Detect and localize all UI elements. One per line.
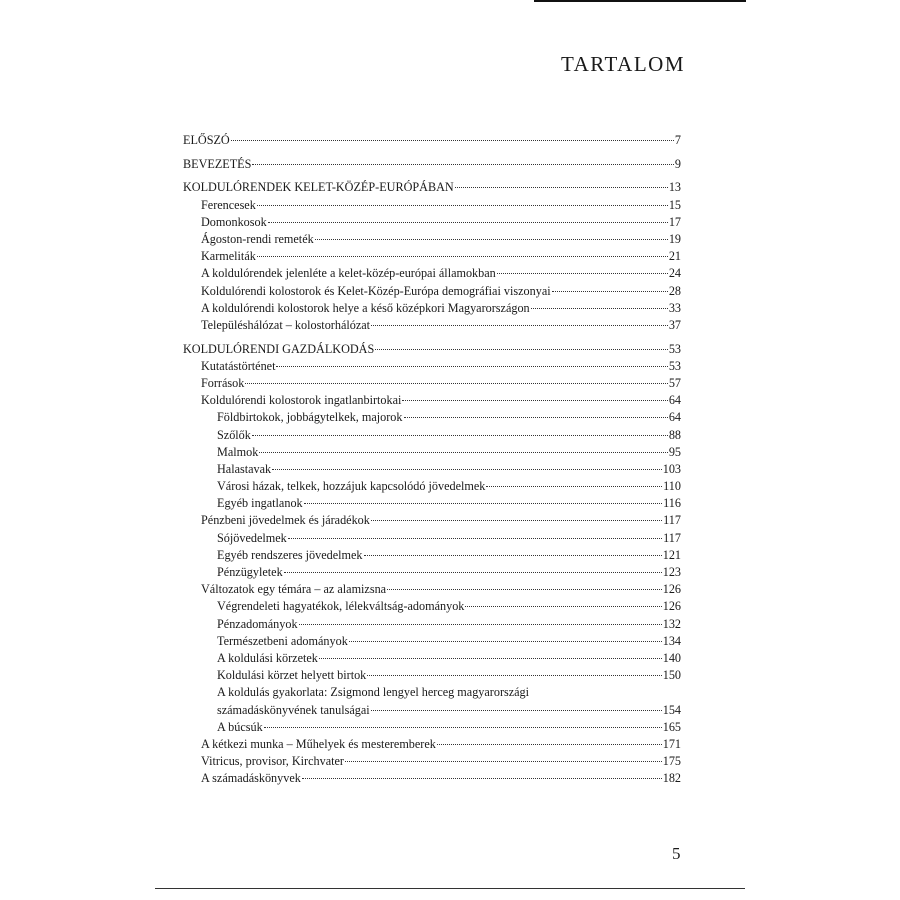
toc-entry [183, 736, 681, 753]
toc-entry [183, 231, 681, 248]
dot-leader [315, 238, 668, 240]
toc-entry-title: Halastavak [217, 461, 272, 476]
toc-entry [183, 598, 681, 615]
dot-leader [252, 163, 674, 165]
top-rule [534, 0, 746, 2]
toc-entry-title: Karmeliták [201, 249, 256, 264]
dot-leader [245, 382, 667, 384]
toc-entry [183, 719, 681, 736]
toc-entry-page: 165 [662, 719, 681, 734]
toc-entry [183, 564, 681, 581]
toc-entry [183, 512, 681, 529]
toc-entry [183, 197, 681, 214]
toc-entry [183, 341, 681, 358]
dot-leader [387, 588, 662, 590]
toc-entry [183, 179, 681, 196]
toc-entry-page: 110 [663, 479, 681, 494]
toc-entry [183, 156, 681, 173]
toc-entry-page: 182 [662, 771, 681, 786]
toc-entry [183, 248, 681, 265]
dot-leader [349, 640, 662, 642]
dot-leader [371, 519, 662, 521]
toc-entry-title: Ferencesek [201, 197, 256, 212]
dot-leader [345, 760, 662, 762]
toc-entry-title: Koldulási körzet helyett birtok [217, 668, 367, 683]
toc-entry-title: A kétkezi munka – Műhelyek és mesteremberek [201, 736, 436, 751]
toc-entry-page: 53 [668, 358, 681, 373]
toc-entry-page: 175 [662, 754, 681, 769]
toc-entry [183, 375, 681, 392]
toc-entry-title: Végrendeleti hagyatékok, lélekváltság-adományok [217, 599, 465, 614]
toc-entry-title: A számadáskönyvek [201, 771, 301, 786]
toc-entry-title: A koldulási körzetek [217, 650, 318, 665]
toc-entry-page: 37 [668, 317, 681, 332]
toc-entry [183, 633, 681, 650]
dot-leader [302, 777, 662, 779]
toc-entry-title: Földbirtokok, jobbágytelkek, majorok [217, 410, 403, 425]
toc-entry-page: 171 [662, 736, 681, 751]
toc-entry-title: ELŐSZÓ [183, 133, 230, 147]
toc-entry-title: Pénzbeni jövedelmek és járadékok [201, 513, 370, 528]
dot-leader [552, 290, 668, 292]
toc-entry-page: 33 [668, 300, 681, 315]
table-of-contents [183, 132, 681, 787]
page-number: 5 [672, 844, 681, 863]
dot-leader [288, 537, 662, 539]
toc-entry [183, 616, 681, 633]
toc-entry [183, 650, 681, 667]
toc-entry [183, 461, 681, 478]
toc-entry [183, 392, 681, 409]
toc-entry-page: 17 [668, 214, 681, 229]
dot-leader [272, 468, 662, 470]
dot-leader [367, 674, 661, 676]
toc-entry [183, 547, 681, 564]
toc-entry-title: számadáskönyvének tanulságai [217, 702, 370, 717]
toc-entry-page: 117 [663, 513, 681, 528]
toc-entry-title: Településhálózat – kolostorhálózat [201, 317, 371, 332]
toc-entry [183, 684, 681, 701]
toc-entry-page: 28 [668, 283, 681, 298]
toc-entry-title: KOLDULÓRENDI GAZDÁLKODÁS [183, 341, 375, 356]
bottom-rule [155, 888, 745, 889]
toc-entry-title: Pénzügyletek [217, 565, 283, 579]
toc-entry-title: A koldulás gyakorlata: Zsigmond lengyel herceg magyarországi [217, 685, 530, 700]
dot-leader [299, 623, 662, 625]
toc-entry [183, 444, 681, 461]
toc-entry [183, 300, 681, 317]
toc-entry-page: 121 [662, 547, 681, 562]
toc-entry-title: Változatok egy témára – az alamizsna [201, 582, 387, 597]
toc-entry-page: 7 [674, 133, 681, 147]
toc-entry [183, 753, 681, 770]
toc-entry [183, 581, 681, 598]
dot-leader [257, 255, 668, 257]
toc-entry-title: A koldulórendek jelenléte a kelet-közép-európai államokban [201, 266, 496, 281]
toc-entry-page: 15 [668, 197, 681, 212]
dot-leader [304, 502, 663, 504]
toc-entry-page: 64 [668, 393, 681, 408]
toc-entry-title: A koldulórendi kolostorok helye a késő középkori Magyarországon [201, 300, 530, 315]
toc-entry-title: Domonkosok [201, 214, 267, 229]
toc-entry-page: 13 [668, 180, 681, 195]
toc-entry-title: Ágoston-rendi remeték [201, 231, 314, 246]
dot-leader [252, 434, 668, 436]
dot-leader [402, 399, 667, 401]
toc-entry-page: 88 [668, 427, 681, 442]
toc-entry-page: 24 [668, 266, 681, 281]
toc-entry-title: Vitricus, provisor, Kirchvater [201, 754, 344, 769]
toc-entry-page: 95 [668, 444, 681, 459]
dot-leader [276, 365, 667, 367]
dot-leader [364, 554, 662, 556]
toc-entry [183, 283, 681, 300]
toc-entry-title: Koldulórendi kolostorok és Kelet-Közép-Európa demográfiai viszonyai [201, 283, 551, 298]
toc-entry-page: 19 [668, 231, 681, 246]
toc-entry-title: BEVEZETÉS [183, 156, 252, 171]
toc-entry-page: 154 [662, 702, 681, 717]
toc-entry-title: Egyéb ingatlanok [217, 496, 303, 511]
dot-leader [486, 485, 662, 487]
toc-entry-title: Pénzadományok [217, 616, 298, 631]
toc-entry [183, 667, 681, 684]
toc-entry [183, 409, 681, 426]
dot-leader [465, 605, 661, 607]
toc-entry-title: A búcsúk [217, 719, 263, 734]
dot-leader [404, 416, 668, 418]
dot-leader [319, 657, 662, 659]
toc-entry-title: Természetbeni adományok [217, 633, 348, 648]
toc-entry [183, 478, 681, 495]
toc-entry-title: Források [201, 375, 245, 390]
toc-entry-title: KOLDULÓRENDEK KELET-KÖZÉP-EURÓPÁBAN [183, 180, 454, 195]
toc-entry-page: 126 [662, 599, 681, 614]
dot-leader [268, 221, 668, 223]
toc-entry-page: 117 [663, 530, 681, 545]
dot-leader [497, 272, 668, 274]
toc-entry-page: 134 [662, 633, 681, 648]
toc-entry [183, 317, 681, 334]
toc-entry-page: 57 [668, 375, 681, 390]
toc-entry-page: 9 [674, 156, 681, 171]
toc-entry-title: Egyéb rendszeres jövedelmek [217, 547, 363, 562]
toc-entry [183, 132, 681, 149]
dot-leader [375, 348, 668, 350]
dot-leader [259, 451, 668, 453]
toc-entry-title: Malmok [217, 444, 259, 459]
toc-entry-page: 116 [663, 496, 681, 511]
toc-entry [183, 358, 681, 375]
toc-entry [183, 702, 681, 719]
toc-entry-page: 53 [668, 341, 681, 356]
toc-entry [183, 530, 681, 547]
dot-leader [257, 204, 668, 206]
dot-leader [264, 726, 662, 728]
toc-entry-title: Koldulórendi kolostorok ingatlanbirtokai [201, 393, 402, 408]
toc-entry-page: 140 [662, 650, 681, 665]
toc-entry-page: 123 [662, 565, 681, 579]
toc-entry [183, 427, 681, 444]
toc-entry-title: Kutatástörténet [201, 358, 276, 373]
dot-leader [371, 324, 668, 326]
toc-entry-page: 21 [668, 249, 681, 264]
toc-entry [183, 770, 681, 787]
toc-entry-title: Szőlők [217, 427, 251, 442]
toc-entry-title: Sójövedelmek [217, 530, 287, 545]
dot-leader [531, 307, 668, 309]
toc-entry [183, 495, 681, 512]
toc-entry [183, 214, 681, 231]
toc-entry-page: 126 [662, 582, 681, 597]
toc-entry-title: Városi házak, telkek, hozzájuk kapcsolódó jövedelmek [217, 479, 486, 494]
dot-leader [437, 743, 662, 745]
page-title: TARTALOM [560, 52, 685, 76]
toc-entry-page: 103 [662, 461, 681, 476]
dot-leader [284, 571, 662, 573]
dot-leader [231, 139, 674, 141]
toc-entry [183, 265, 681, 282]
toc-entry-page: 64 [668, 410, 681, 425]
toc-entry-page: 150 [662, 668, 681, 683]
dot-leader [371, 709, 662, 711]
dot-leader [455, 186, 668, 188]
toc-entry-page: 132 [662, 616, 681, 631]
